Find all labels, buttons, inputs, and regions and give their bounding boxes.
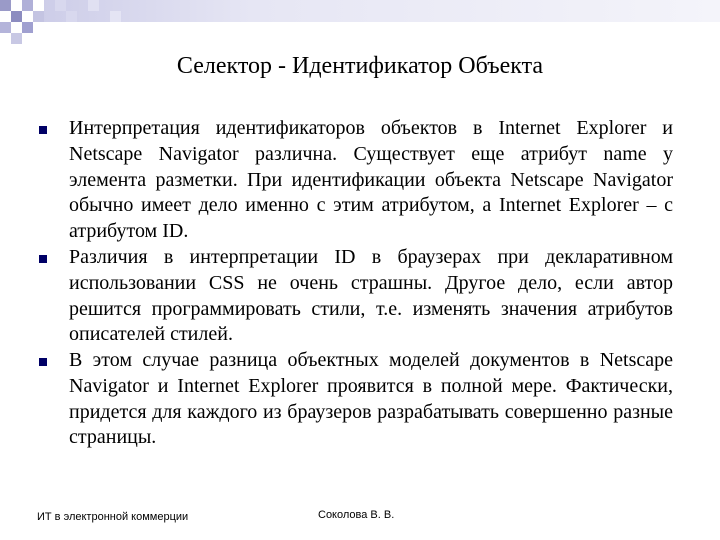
footer-course-title: ИТ в электронной коммерции bbox=[37, 511, 189, 523]
list-item bbox=[37, 116, 673, 245]
checkered-bar-decoration bbox=[0, 0, 720, 44]
bullet-text: В этом случае разница объектных моделей документов в Netscape Navigator и Internet Explorer проявится в полной мере. Фактически, придется для каждого из браузеров разрабатывать совершенно разные страницы. bbox=[69, 349, 673, 449]
list-item bbox=[37, 348, 673, 451]
footer-author: Соколова В. В. bbox=[318, 509, 395, 521]
slide-title: Селектор - Идентификатор Объекта bbox=[176, 53, 544, 79]
bullet-list bbox=[37, 116, 673, 451]
list-item bbox=[37, 245, 673, 348]
square-bullet-icon bbox=[39, 358, 47, 366]
bullet-text: Различия в интерпретации ID в браузерах при декларативном использовании CSS не очень страшны. Другое дело, если автор решится программировать стили, т.е. изменять значения атрибутов описателей стилей. bbox=[69, 246, 673, 346]
bullet-text: Интерпретация идентификаторов объектов в Internet Explorer и Netscape Navigator различна. Существует еще атрибут name у элемента разметки. При идентификации объекта Netscape Navigator обычно имеет дело именно с этим атрибутом, а Internet Explorer – с атрибутом ID. bbox=[69, 117, 673, 243]
square-bullet-icon bbox=[39, 255, 47, 263]
square-bullet-icon bbox=[39, 126, 47, 134]
